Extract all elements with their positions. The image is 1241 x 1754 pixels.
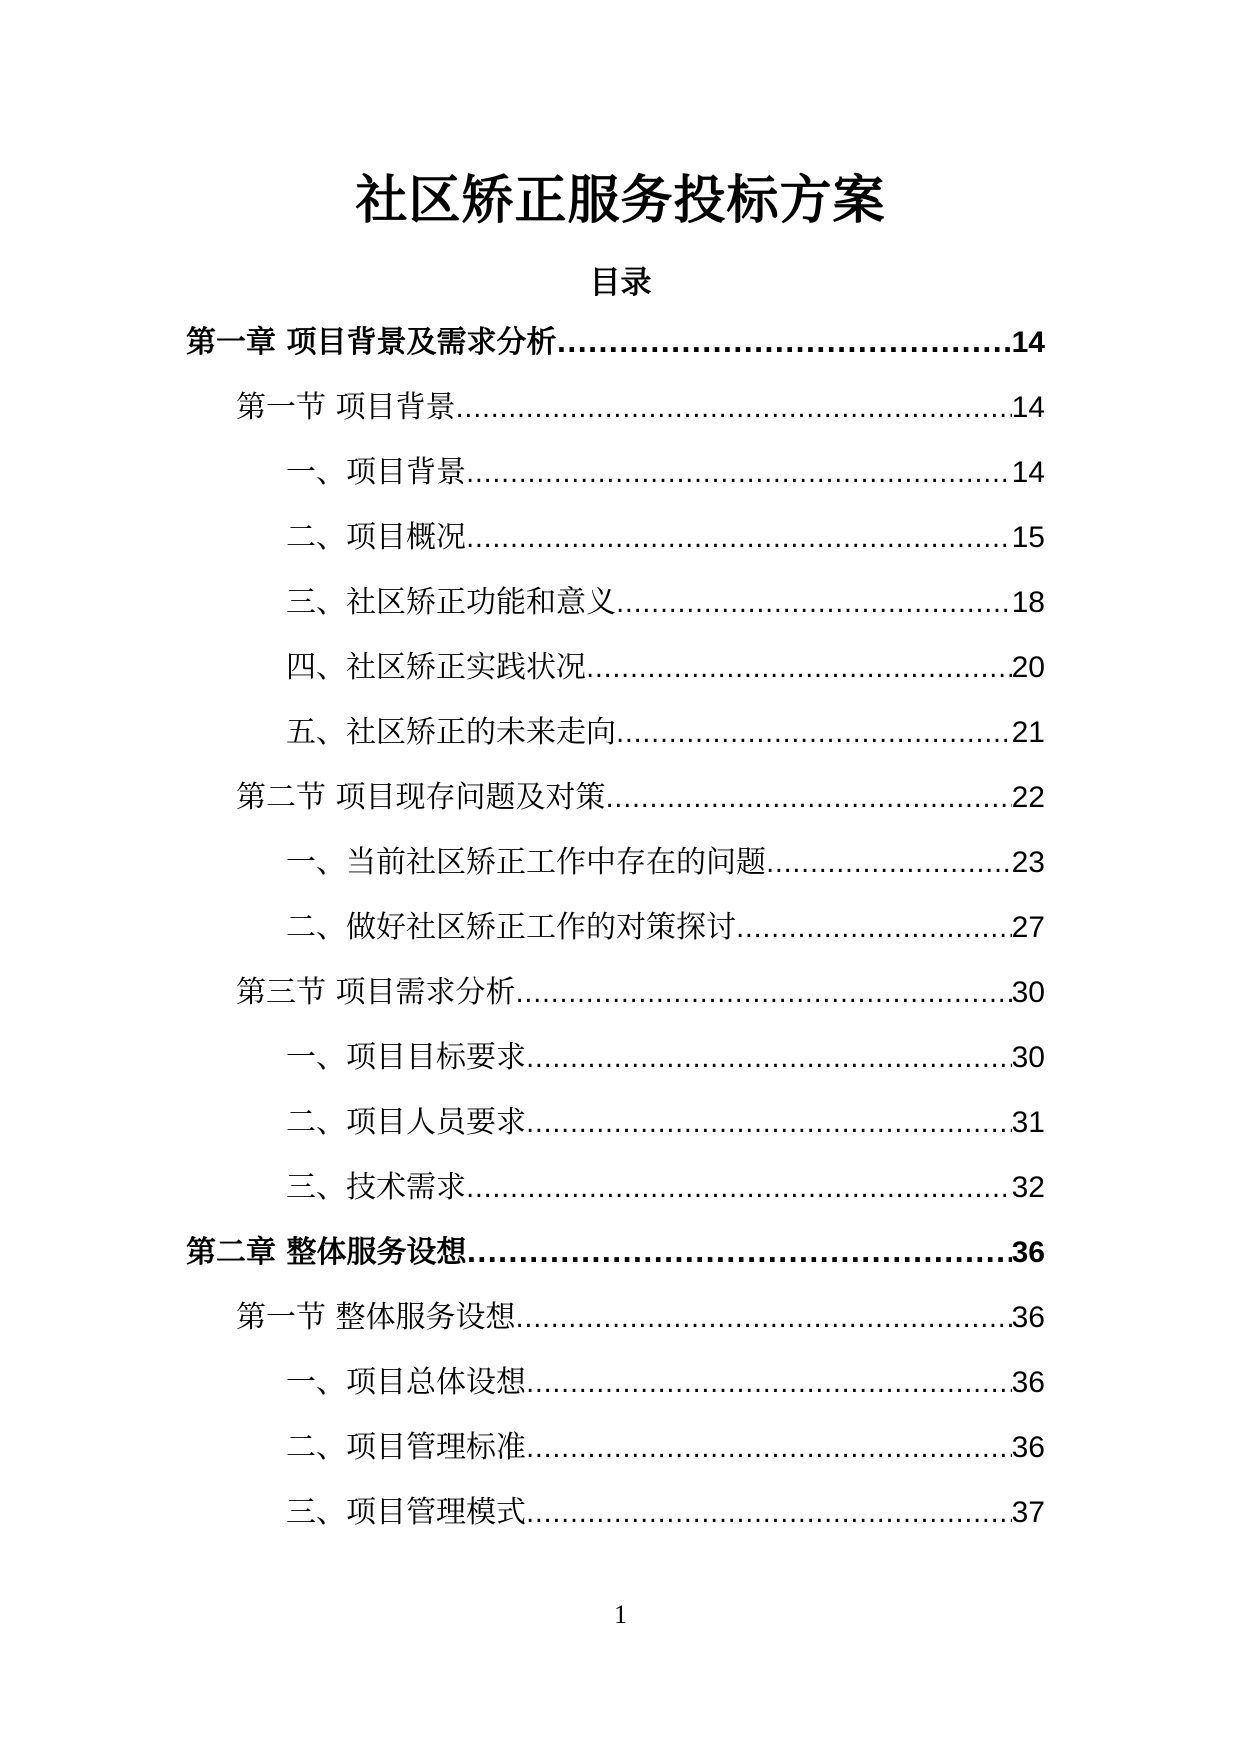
toc-dot-leader	[466, 1234, 1011, 1274]
toc-entry-title: 二、项目管理标准	[286, 1430, 526, 1465]
toc-entry-page: 36	[1011, 1431, 1045, 1464]
toc-entry-title: 一、项目总体设想	[286, 1365, 526, 1400]
toc-entry-page: 36	[1011, 1301, 1045, 1334]
toc-entry-title: 第一章 项目背景及需求分析	[186, 325, 557, 360]
toc-entry-page: 23	[1011, 846, 1045, 879]
toc-entry-title: 三、技术需求	[286, 1170, 466, 1205]
toc-dot-leader	[526, 1364, 1012, 1404]
toc-entry[interactable]	[0, 908, 1241, 973]
toc-entry[interactable]	[0, 778, 1241, 843]
toc-entry-title: 一、项目背景	[286, 455, 466, 490]
toc-entry[interactable]	[0, 648, 1241, 713]
toc-entry-page: 36	[1011, 1236, 1045, 1269]
toc-entry-title: 第一节 整体服务设想	[236, 1300, 516, 1335]
toc-entry-page: 14	[1011, 391, 1045, 424]
toc-dot-leader	[616, 584, 1012, 624]
table-of-contents	[0, 323, 1241, 1558]
toc-entry-title: 三、项目管理模式	[286, 1495, 526, 1530]
toc-entry[interactable]	[0, 1298, 1241, 1363]
toc-entry-page: 30	[1011, 976, 1045, 1009]
toc-entry[interactable]	[0, 323, 1241, 388]
toc-entry-title: 二、项目人员要求	[286, 1105, 526, 1140]
toc-dot-leader	[606, 779, 1012, 819]
toc-entry-page: 30	[1011, 1041, 1045, 1074]
toc-entry[interactable]	[0, 518, 1241, 583]
toc-entry-page: 36	[1011, 1366, 1045, 1399]
toc-dot-leader	[466, 1169, 1012, 1209]
toc-dot-leader	[556, 324, 1011, 364]
toc-entry[interactable]	[0, 1168, 1241, 1233]
toc-entry[interactable]	[0, 1363, 1241, 1428]
toc-entry[interactable]	[0, 1038, 1241, 1103]
toc-entry[interactable]	[0, 1103, 1241, 1168]
toc-dot-leader	[526, 1039, 1012, 1079]
toc-entry[interactable]	[0, 843, 1241, 908]
page-number: 1	[614, 1600, 627, 1629]
toc-dot-leader	[456, 389, 1012, 429]
document-title: 社区矫正服务投标方案	[355, 171, 886, 231]
toc-entry[interactable]	[0, 583, 1241, 648]
toc-entry-title: 第二节 项目现存问题及对策	[236, 780, 606, 815]
toc-entry-title: 一、当前社区矫正工作中存在的问题	[286, 845, 766, 880]
toc-entry-page: 14	[1011, 326, 1045, 359]
toc-entry-page: 15	[1011, 521, 1045, 554]
toc-entry[interactable]	[0, 1493, 1241, 1558]
toc-entry[interactable]	[0, 973, 1241, 1038]
toc-dot-leader	[526, 1494, 1012, 1534]
toc-entry-title: 第一节 项目背景	[236, 390, 456, 425]
toc-entry[interactable]	[0, 1428, 1241, 1493]
toc-entry-title: 第三节 项目需求分析	[236, 975, 516, 1010]
toc-entry-page: 31	[1011, 1106, 1045, 1139]
toc-entry-title: 二、做好社区矫正工作的对策探讨	[286, 910, 736, 945]
toc-dot-leader	[466, 519, 1012, 559]
toc-entry-title: 一、项目目标要求	[286, 1040, 526, 1075]
toc-dot-leader	[586, 649, 1012, 689]
toc-entry-page: 37	[1011, 1496, 1045, 1529]
toc-dot-leader	[526, 1429, 1012, 1469]
toc-entry[interactable]	[0, 388, 1241, 453]
toc-entry-page: 21	[1011, 716, 1045, 749]
toc-entry-title: 二、项目概况	[286, 520, 466, 555]
toc-dot-leader	[736, 909, 1012, 949]
toc-entry-page: 18	[1011, 586, 1045, 619]
toc-heading: 目录	[589, 265, 652, 301]
toc-entry[interactable]	[0, 713, 1241, 778]
toc-dot-leader	[466, 454, 1012, 494]
toc-entry-title: 五、社区矫正的未来走向	[286, 715, 616, 750]
toc-dot-leader	[516, 974, 1012, 1014]
toc-entry-page: 14	[1011, 456, 1045, 489]
toc-entry[interactable]	[0, 1233, 1241, 1298]
toc-dot-leader	[616, 714, 1012, 754]
toc-dot-leader	[526, 1104, 1012, 1144]
toc-entry-title: 三、社区矫正功能和意义	[286, 585, 616, 620]
toc-entry-page: 32	[1011, 1171, 1045, 1204]
toc-entry-page: 22	[1011, 781, 1045, 814]
toc-entry[interactable]	[0, 453, 1241, 518]
toc-entry-title: 第二章 整体服务设想	[186, 1235, 467, 1270]
toc-dot-leader	[516, 1299, 1012, 1339]
toc-entry-title: 四、社区矫正实践状况	[286, 650, 586, 685]
toc-entry-page: 20	[1011, 651, 1045, 684]
toc-dot-leader	[766, 844, 1012, 884]
toc-entry-page: 27	[1011, 911, 1045, 944]
